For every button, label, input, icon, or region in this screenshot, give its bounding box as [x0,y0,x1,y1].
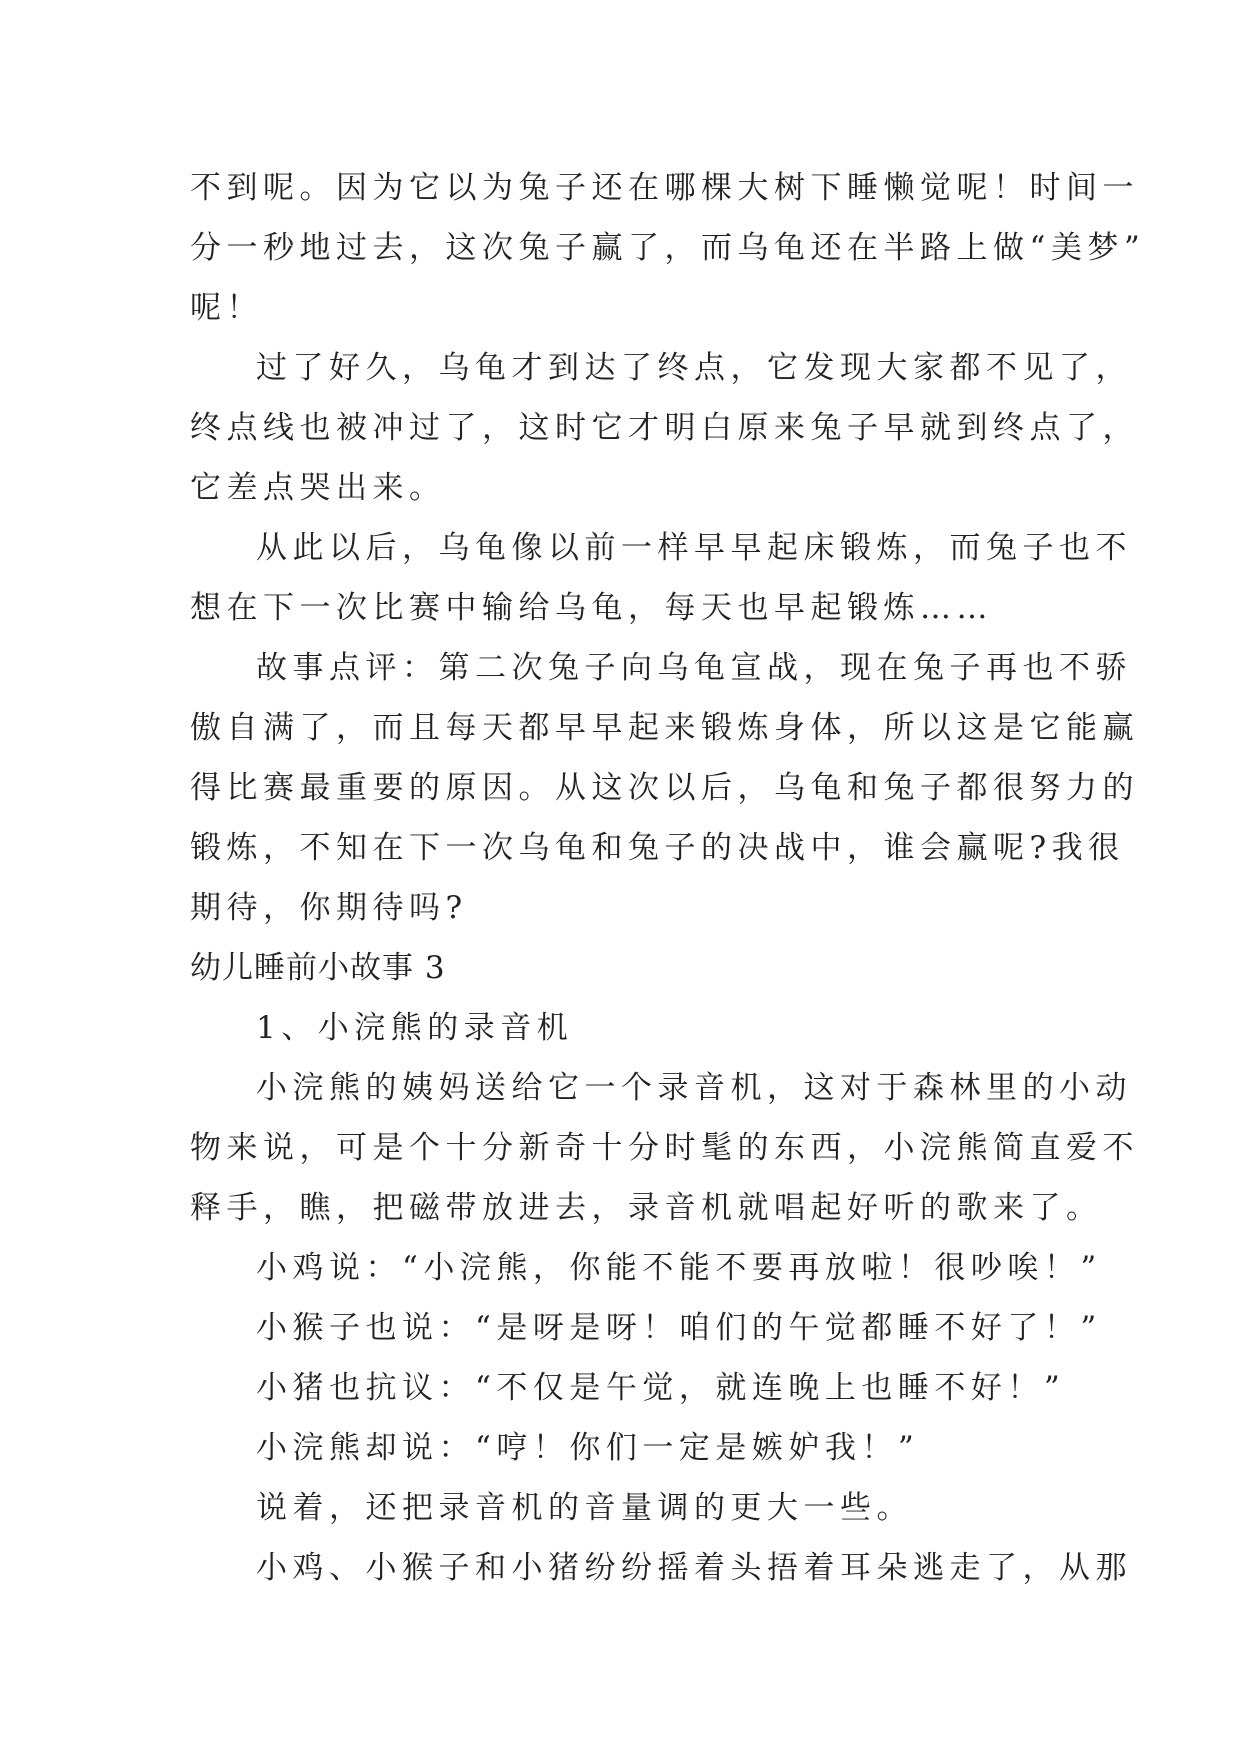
paragraph-first-line: 小鸡、小猴子和小猪纷纷摇着头捂着耳朵逃走了，从那 [256,1550,1132,1586]
text-line: 终点线也被冲过了，这时它才明白原来兔子早就到终点了， [190,410,1139,446]
paragraph-first-line: 说着，还把录音机的音量调的更大一些。 [256,1490,913,1526]
text-line: 它差点哭出来。 [190,470,446,506]
text-line: 想在下一次比赛中输给乌龟，每天也早起锻炼…… [190,590,993,626]
text-line: 物来说，可是个十分新奇十分时髦的东西，小浣熊简直爱不 [190,1130,1139,1166]
dialogue-line: 小猪也抗议：“不仅是午觉，就连晚上也睡不好！” [256,1370,1066,1406]
paragraph-first-line: 故事点评：第二次兔子向乌龟宣战，现在兔子再也不骄 [256,650,1132,686]
text-line: 分一秒地过去，这次兔子赢了，而乌龟还在半路上做“美梦” [190,230,1146,266]
paragraph-first-line: 过了好久，乌龟才到达了终点，它发现大家都不见了， [256,350,1132,386]
text-line: 得比赛最重要的原因。从这次以后，乌龟和兔子都很努力的 [190,770,1139,806]
dialogue-line: 小猴子也说：“是呀是呀！咱们的午觉都睡不好了！” [256,1310,1102,1346]
text-line: 傲自满了，而且每天都早早起来锻炼身体，所以这是它能赢 [190,710,1139,746]
text-line: 不到呢。因为它以为兔子还在哪棵大树下睡懒觉呢！时间一 [190,170,1139,206]
paragraph-first-line: 小浣熊的姨妈送给它一个录音机，这对于森林里的小动 [256,1070,1132,1106]
dialogue-line: 小鸡说：“小浣熊，你能不能不要再放啦！很吵唉！” [256,1250,1102,1286]
section-heading: 幼儿睡前小故事 3 [190,950,446,986]
text-line: 呢！ [190,290,263,326]
text-line: 释手，瞧，把磁带放进去，录音机就唱起好听的歌来了。 [190,1190,1103,1226]
text-line: 期待，你期待吗? [190,890,468,926]
text-line: 锻炼，不知在下一次乌龟和兔子的决战中，谁会赢呢?我很 [190,830,1125,866]
dialogue-line: 小浣熊却说：“哼！你们一定是嫉妒我！” [256,1430,920,1466]
document-page [190,158,1146,1598]
story-title: 1、小浣熊的录音机 [256,1010,574,1046]
paragraph-first-line: 从此以后，乌龟像以前一样早早起床锻炼，而兔子也不 [256,530,1132,566]
